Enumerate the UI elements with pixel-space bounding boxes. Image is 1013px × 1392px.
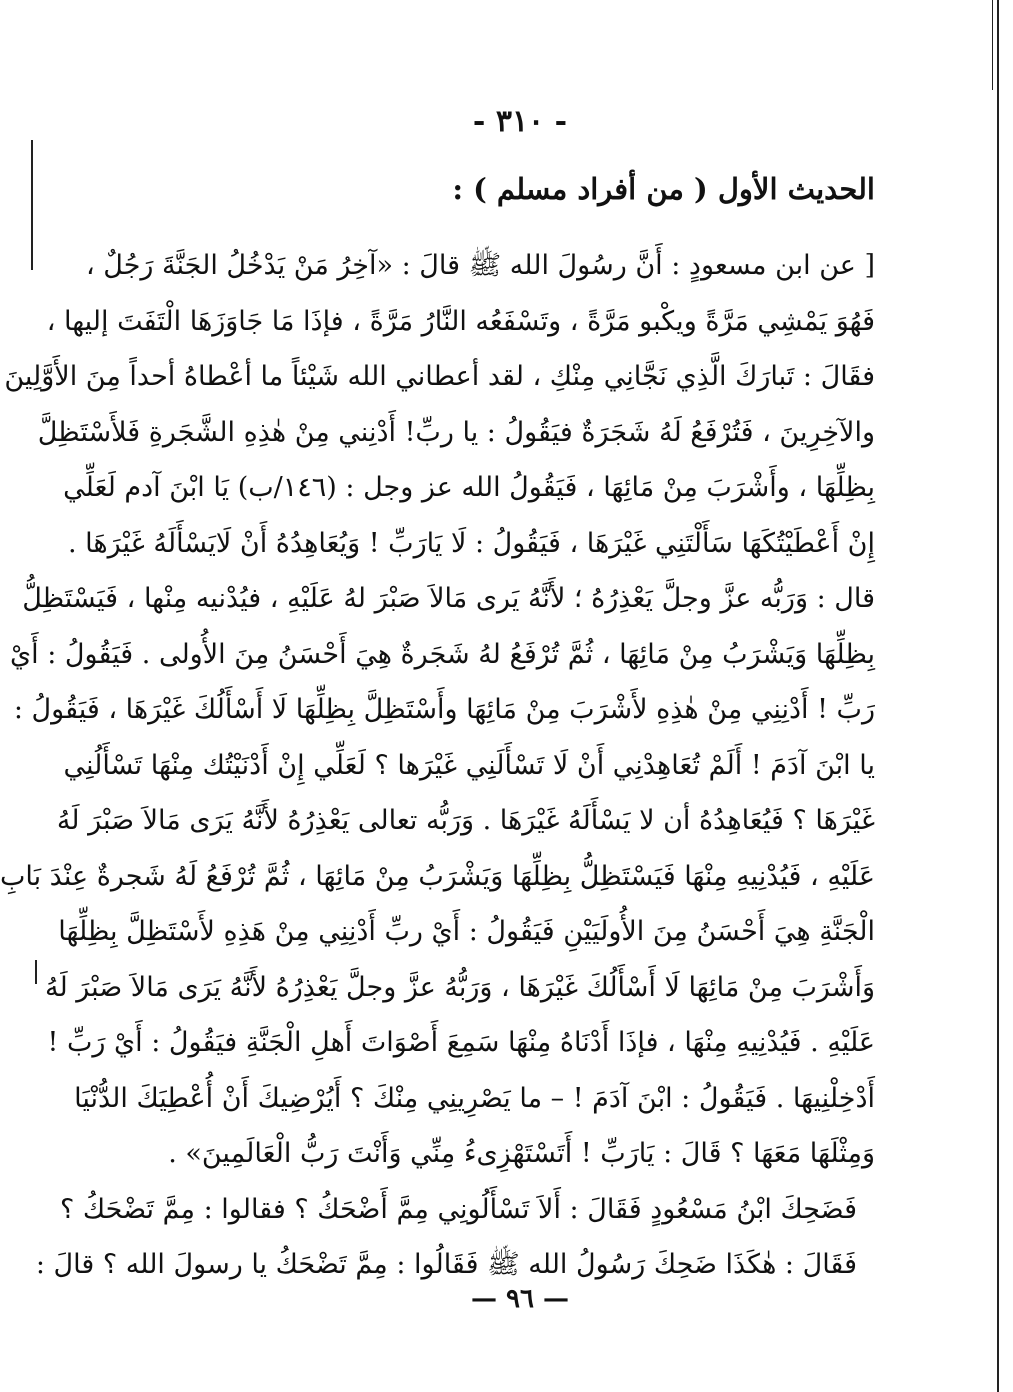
hadith-text <box>0 238 875 1293</box>
text-line: إِنْ أَعْطَيْتُكَهَا سَأَلْتَنِي غَيْرَهَا ، فَيَقُولُ : لَا يَارَبِّ ! وَيُعَاهِدُهُ أَنْ لَايَسْأَلَهُ غَيْرَهَا . <box>68 527 875 559</box>
text-line: قال : وَرَبُّه عزَّ وجلَّ يَعْذِرُهُ ؛ لأَنَّهُ يَرى مَالاَ صَبْرَ لهُ عَلَيْهِ ، فيُدْنيه مِنْها ، فَيَسْتَظِلُّ <box>22 583 875 614</box>
text-line: عَلَيْهِ . فَيُدْنِيهِ مِنْهَا ، فإذَا أَدْنَاهُ مِنْهَا سَمِعَ أَصْوَاتَ أَهلِ الْجَنَّةِ فيَقُولُ : أَيْ رَبِّ ! <box>47 1027 875 1058</box>
text-line: عَلَيْهِ ، فَيُدْنِيهِ مِنْهَا فَيَسْتَظِلُّ بِظِلِّهَا وَيَشْرَبُ مِنْ مَائِهَا ، ثُمَّ تُرْفَعُ لَهُ شَجرةٌ عِنْدَ بَابِ <box>0 860 875 892</box>
text-line: فَهُوَ يَمْشِي مَرَّةً ويكْبو مَرَّةً ، وتَسْفَعُه النَّارُ مَرَّةً ، فإذَا مَا جَاوَزَهَا الْتَفَتَ إليها ، <box>46 305 875 337</box>
hadith-heading: الحديث الأول ( من أفراد مسلم ) : <box>452 172 875 206</box>
scan-edge-line <box>997 0 999 1392</box>
text-line: بِظِلِّهَا وَيَشْرَبُ مِنْ مَائِهَا ، ثُمَّ تُرْفَعُ لهُ شَجَرةٌ هِيَ أَحْسَنُ مِنَ الأُولى . فَيَقُولُ : أَيْ <box>10 638 875 670</box>
page-number-top: - ٣١٠ - <box>472 104 568 139</box>
page-number-bottom: — ٩٦ — <box>470 1284 570 1314</box>
text-line: والآخِرِينَ ، فَتُرْفَعُ لَهُ شَجَرَةٌ فيَقُولُ : يا ربِّ! أَدْنِني مِنْ هٰذِهِ الشَّجَرةِ فَلأَسْتَظِلَّ <box>37 416 875 448</box>
text-line: غَيْرَهَا ؟ فَيُعَاهِدُهُ أن لا يَسْأَلَهُ غَيْرَهَا . وَرَبُّه تعالى يَعْذِرُهُ لأَنَّهُ يَرَى مَالاَ صَبْرَ لَهُ <box>56 805 875 836</box>
text-line: يا ابْنَ آدَمَ ! أَلَمْ تُعَاهِدْنِي أَنْ لَا تَسْأَلَنِي غَيْرَها ؟ لَعَلِّي إِنْ أَدْنَيْتُك مِنْهَا تَسْأَلُنِي <box>63 749 875 781</box>
text-line: فَضَحِكَ ابْنُ مَسْعُودٍ فَقَالَ : أَلاَ تَسْأَلُونِي مِمَّ أَضْحَكُ ؟ فقالوا : مِمَّ تَضْحَكُ ؟ <box>59 1193 857 1225</box>
scan-edge-line <box>31 140 33 270</box>
text-line: فقَالَ : تَبارَكَ الَّذِي نَجَّانِي مِنْكِ ، لقد أعطاني الله شَيْئاً ما أعْطاهُ أحداً مِنَ الأَوَّلِينَ <box>4 361 875 392</box>
text-line: [ عن ابن مسعودٍ : أَنَّ رسُولَ الله ﷺ قالَ : «آخِرُ مَنْ يَدْخُلُ الجَنَّةَ رَجُلٌ ، <box>85 250 875 281</box>
text-line: وَمِثْلَهَا مَعَهَا ؟ قَالَ : يَارَبِّ ! أَتَسْتَهْزِىءُ مِنِّي وَأَنْتَ رَبُّ الْعَالَمِينَ» . <box>168 1138 875 1169</box>
text-line: وَأَشْرَبَ مِنْ مَائِهَا لَا أَسْأَلُكَ غَيْرَهَا ، وَرَبُّهُ عزَّ وجلَّ يَعْذِرُهُ لأَنَّهُ يَرَى مَالاَ صَبْرَ لَهُ <box>44 971 875 1003</box>
scan-edge-line <box>35 960 37 984</box>
text-line: بِظِلِّهَا ، وأَشْرَبَ مِنْ مَائِهَا ، فَيَقُولُ الله عز وجل : (١٤٦/ب) يَا ابْنَ آدم لَعَلِّي <box>63 472 875 503</box>
text-line: الْجَنَّةِ هِيَ أَحْسَنُ مِنَ الأُولَيَيْنِ فَيَقُولُ : أَيْ ربِّ أَدْنِنِي مِنْ هَذِهِ لأَسْتَظِلَّ بِظِلِّهَا <box>58 916 875 947</box>
text-line: فَقَالَ : هٰكَذَا ضَحِكَ رَسُولُ الله ﷺ فَقَالُوا : مِمَّ تَضْحَكُ يا رسولَ الله ؟ قالَ : <box>35 1249 857 1280</box>
scan-edge-line <box>992 0 993 90</box>
text-line: أَدْخِلْنِيهَا . فَيَقُولُ : ابْنَ آدَمَ ! – ما يَصْرِينِي مِنْكَ ؟ أَيُرْضِيكَ أَنْ أُعْطِيَكَ الدُّنْيَا <box>74 1082 875 1114</box>
text-line: رَبِّ ! أَدْنِنِي مِنْ هٰذِهِ لأَشْرَبَ مِنْ مَائِهَا وأَسْتَظِلَّ بِظِلِّهَا لَا أَسْأَلُكَ غَيْرَهَا ، فَيَقُولُ : <box>13 694 875 725</box>
